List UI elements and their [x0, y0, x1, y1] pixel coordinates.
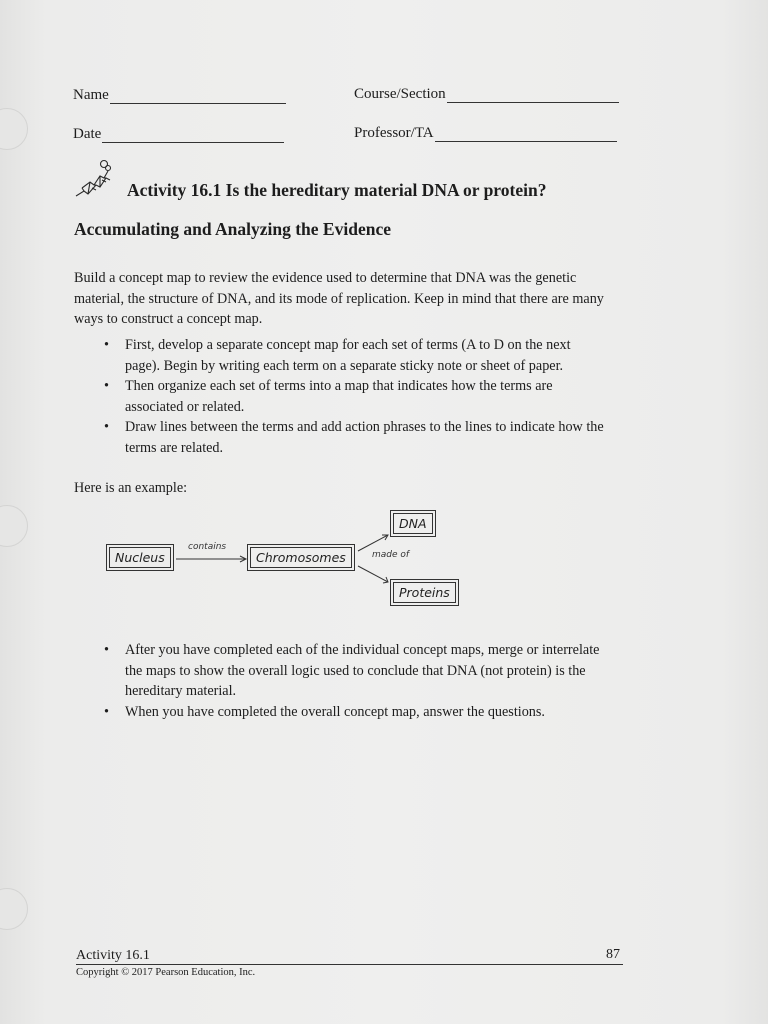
proteins-arrowhead: [383, 577, 388, 583]
list-item: • Then organize each set of terms into a map that indicates how the terms are associated or related.: [104, 378, 553, 415]
course-section-label: Course/Section: [354, 86, 446, 102]
dna-connector: [358, 535, 388, 551]
intro-paragraph: Build a concept map to review the evidence used to determine that DNA was the genetic material, the structure of DNA, and its mode of replication. Keep in mind that there are many ways to construct a concept map.: [74, 270, 604, 327]
date-blank[interactable]: [102, 129, 284, 143]
professor-ta-field: [354, 125, 617, 142]
concept-node-dna: DNA: [393, 513, 433, 534]
dna-model-icon: [72, 158, 118, 200]
phrase-made-of: made of: [372, 550, 410, 560]
professor-ta-blank[interactable]: [435, 128, 617, 142]
course-section-blank[interactable]: [447, 89, 619, 103]
proteins-connector: [358, 566, 388, 582]
instruction-list: [104, 335, 604, 458]
section-title: Accumulating and Analyzing the Evidence: [74, 219, 391, 239]
copyright-notice: Copyright © 2017 Pearson Education, Inc.: [76, 967, 256, 978]
name-label: Name: [73, 87, 109, 103]
concept-node-nucleus: Nucleus: [109, 547, 171, 568]
binder-hole: [0, 108, 28, 150]
list-item-text: After you have completed each of the individual concept maps, merge or interrelate the maps to show the overall logic used to conclude that DNA (not protein) is the hereditary material.: [125, 642, 600, 699]
example-label: Here is an example:: [74, 480, 188, 496]
name-blank[interactable]: [110, 90, 286, 104]
list-item: • When you have completed the overall concept map, answer the questions.: [104, 703, 545, 720]
phrase-contains: contains: [188, 542, 227, 552]
activity-title: Activity 16.1 Is the hereditary material DNA or protein?: [127, 180, 547, 200]
list-item-text: Draw lines between the terms and add action phrases to the lines to indicate how the terms are related.: [125, 419, 604, 456]
footer-rule: [76, 964, 623, 965]
contains-arrowhead: [240, 556, 246, 562]
binder-hole: [0, 505, 28, 547]
list-item: • Draw lines between the terms and add action phrases to the lines to indicate how the terms are related.: [104, 419, 604, 456]
concept-node-proteins: Proteins: [393, 582, 456, 603]
footer-activity-title: Activity 16.1: [76, 948, 150, 963]
list-item: • After you have completed each of the individual concept maps, merge or interrelate the maps to show the overall logic used to conclude that DNA (not protein) is the hereditary material.: [104, 642, 600, 699]
dna-arrowhead: [382, 535, 388, 540]
professor-ta-label: Professor/TA: [354, 125, 434, 141]
page-number: 87: [606, 947, 620, 962]
list-item-text: Then organize each set of terms into a map that indicates how the terms are associated or related.: [125, 378, 553, 415]
list-item-text: First, develop a separate concept map for each set of terms (A to D on the next page). Begin by writing each term on a separate sticky note or sheet of paper.: [125, 337, 571, 374]
list-item-text: When you have completed the overall concept map, answer the questions.: [125, 703, 545, 720]
name-field: [73, 87, 286, 104]
date-field: [73, 126, 284, 143]
follow-up-list: [104, 640, 604, 722]
list-item: • First, develop a separate concept map for each set of terms (A to D on the next page). Begin by writing each term on a separate sticky note or sheet of paper.: [104, 337, 571, 374]
concept-node-chromosomes: Chromosomes: [250, 547, 352, 568]
date-label: Date: [73, 126, 102, 142]
binder-hole: [0, 888, 28, 930]
course-section-field: [354, 86, 619, 103]
